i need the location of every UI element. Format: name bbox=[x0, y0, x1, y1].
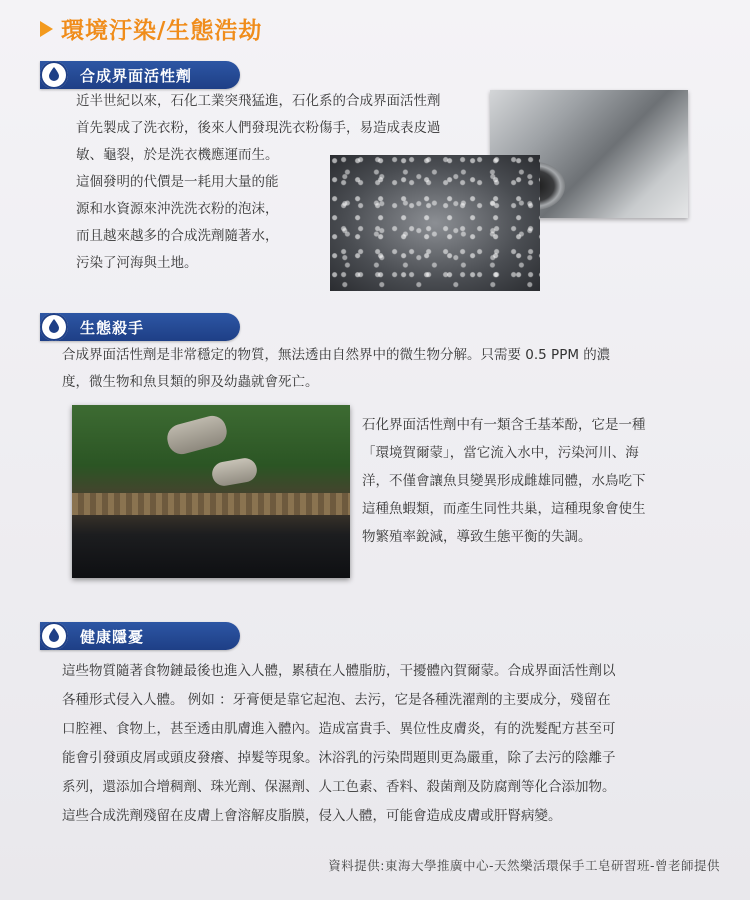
water-drop-icon bbox=[49, 319, 59, 333]
bamboo-wall bbox=[72, 493, 350, 515]
paragraph-line: 污染了河海與土地。 bbox=[76, 255, 198, 271]
water-drop-icon-badge bbox=[40, 61, 68, 89]
paragraph-line: 各種形式侵入人體。 例如 ：牙膏便是靠它起泡、去污，它是各種洗濯劑的主要成分，殘留在 bbox=[62, 692, 611, 708]
section-heading-label: 生態殺手 bbox=[80, 319, 145, 337]
section-heading-eco-killer bbox=[40, 313, 240, 341]
paragraph-line: 物繁殖率銳減，導致生態平衡的失調。 bbox=[362, 529, 592, 545]
paragraph-line: 源和水資源來沖洗洗衣粉的泡沫， bbox=[76, 201, 279, 217]
paragraph-line: 洋，不僅會讓魚貝變異形成雌雄同體，水鳥吃下 bbox=[362, 473, 646, 489]
paragraph-line: 首先製成了洗衣粉，後來人們發現洗衣粉傷手，易造成表皮過 bbox=[76, 120, 441, 136]
paragraph-line: 這種魚蝦類，而產生同性共巢，這種現象會使生 bbox=[362, 501, 646, 517]
paragraph-line: 「環境賀爾蒙」，當它流入水中，污染河川、海 bbox=[362, 445, 639, 461]
paragraph-line: 這些物質隨著食物鏈最後也進入人體，累積在人體脂肪，干擾體內賀爾蒙。合成界面活性劑以 bbox=[62, 663, 616, 679]
paragraph-line: 口腔裡、食物上，甚至透由肌膚進入體內。造成富貴手、異位性皮膚炎，有的洗髮配方甚至可 bbox=[62, 721, 616, 737]
pipe bbox=[164, 413, 230, 458]
water-drop-icon-badge bbox=[40, 622, 68, 650]
paragraph-line: 近半世紀以來，石化工業突飛猛進，石化系的合成界面活性劑 bbox=[76, 93, 441, 109]
section-heading-label: 合成界面活性劑 bbox=[80, 67, 193, 85]
paragraph-line: 合成界面活性劑是非常穩定的物質，無法透由自然界中的微生物分解。只需要 0.5 PPM 的濃 bbox=[62, 347, 611, 363]
paragraph-line: 而且越來越多的合成洗劑隨著水， bbox=[76, 228, 279, 244]
section-heading-label: 健康隱憂 bbox=[80, 628, 145, 646]
pipe bbox=[210, 456, 258, 487]
paragraph-line: 敏、龜裂，於是洗衣機應運而生。 bbox=[76, 147, 279, 163]
paragraph-line: 石化界面活性劑中有一類含壬基苯酚，它是一種 bbox=[362, 417, 646, 433]
detergent-foam-photo bbox=[330, 155, 540, 291]
drainage-pipe-photo bbox=[72, 405, 350, 578]
paragraph-line: 能會引發頭皮屑或頭皮發癢、掉髮等現象。沐浴乳的污染問題則更為嚴重，除了去污的陰離子 bbox=[62, 750, 616, 766]
paragraph-line: 這些合成洗劑殘留在皮膚上會溶解皮脂膜，侵入人體，可能會造成皮膚或肝腎病變。 bbox=[62, 808, 562, 824]
section-heading-health bbox=[40, 622, 240, 650]
page-title-text: 環境汙染/生態浩劫 bbox=[61, 18, 263, 44]
paragraph-line: 這個發明的代價是一耗用大量的能 bbox=[76, 174, 279, 190]
water-drop-icon-badge bbox=[40, 313, 68, 341]
section-heading-surfactant bbox=[40, 61, 240, 89]
page-title bbox=[40, 12, 262, 45]
play-triangle-icon bbox=[40, 21, 53, 37]
water-drop-icon bbox=[49, 628, 59, 642]
paragraph-line: 度，微生物和魚貝類的卵及幼蟲就會死亡。 bbox=[62, 374, 319, 390]
source-credit: 資料提供:東海大學推廣中心-天然樂活環保手工皂研習班-曾老師提供 bbox=[328, 858, 720, 873]
paragraph-line: 系列，還添加合增稠劑、珠光劑、保濕劑、人工色素、香料、殺菌劑及防腐劑等化合添加物。 bbox=[62, 779, 616, 795]
water-drop-icon bbox=[49, 67, 59, 81]
